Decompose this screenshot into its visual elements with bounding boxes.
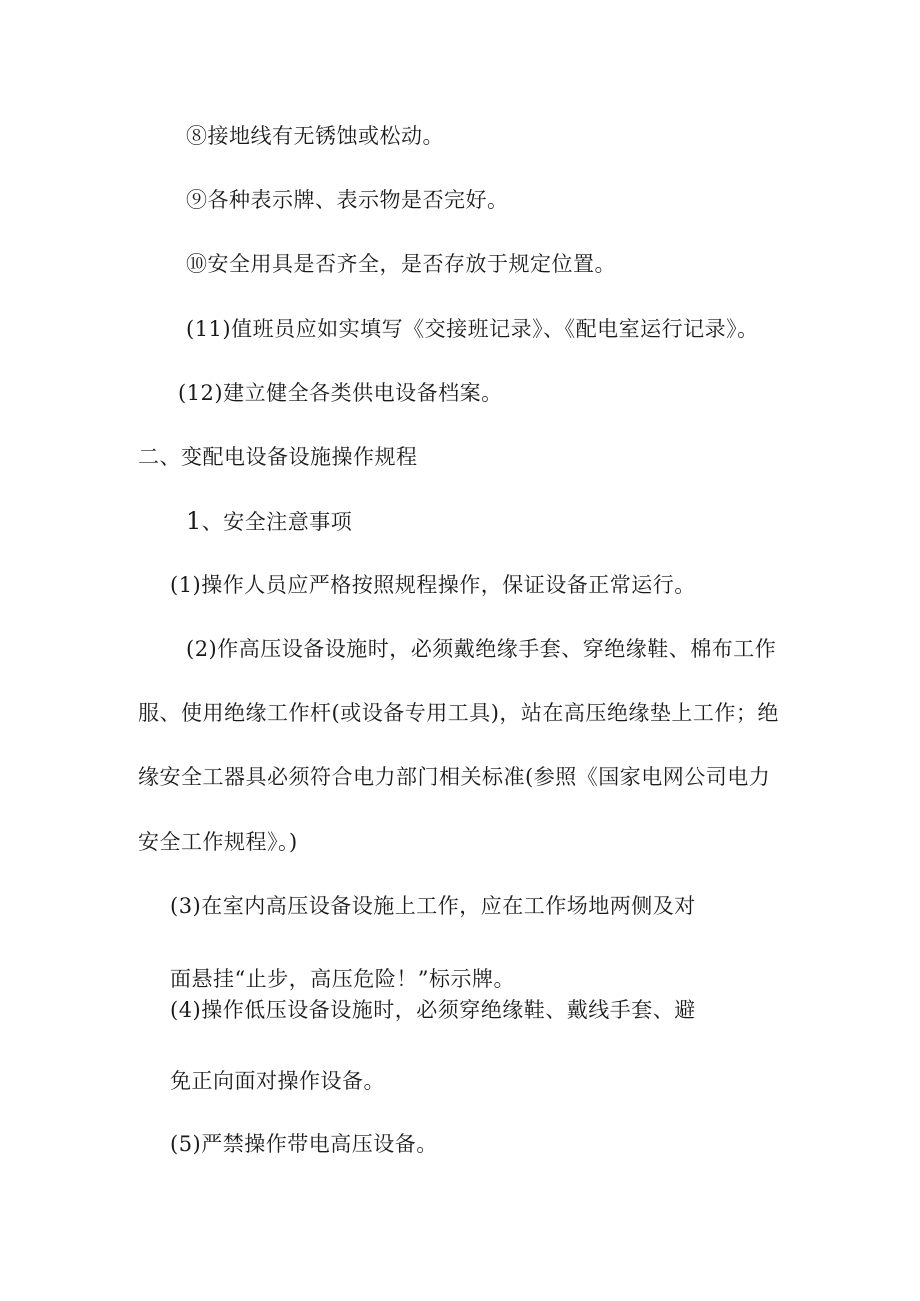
- text-line-rule-2-part-2: 服、使用绝缘工作杆(或设备专用工具)，站在高压绝缘垫上工作；绝: [138, 701, 779, 725]
- text-line-item-9: ⑨各种表示牌、表示物是否完好。: [186, 188, 509, 212]
- text-line-rule-2-part-1: (2)作高压设备设施时，必须戴绝缘手套、穿绝缘鞋、棉布工作: [186, 637, 777, 661]
- text-line-item-8: ⑧接地线有无锈蚀或松动。: [186, 124, 444, 148]
- text-line-item-11: (11)值班员应如实填写《交接班记录》、《配电室运行记录》。: [186, 317, 759, 341]
- text-line-rule-5: (5)严禁操作带电高压设备。: [170, 1132, 438, 1156]
- section-heading: 二、变配电设备设施操作规程: [138, 445, 418, 469]
- text-line-rule-4-part-2: 免正向面对操作设备。: [170, 1069, 385, 1093]
- subsection-number: 1: [186, 507, 202, 535]
- text-line-rule-3-part-2: 面悬挂“止步，高压危险！”标示牌。: [170, 967, 515, 991]
- text-line-rule-2-part-4: 安全工作规程》。): [138, 830, 298, 854]
- text-line-rule-4-part-1: (4)操作低压设备设施时，必须穿绝缘鞋、戴线手套、避: [170, 998, 696, 1022]
- text-line-rule-2-part-3: 缘安全工器具必须符合电力部门相关标准(参照《国家电网公司电力: [138, 765, 771, 789]
- text-line-item-10: ⑩安全用具是否齐全，是否存放于规定位置。: [186, 252, 616, 276]
- subsection-heading: [186, 507, 352, 536]
- text-line-rule-3-part-1: (3)在室内高压设备设施上工作，应在工作场地两侧及对: [170, 894, 696, 918]
- subsection-title: 、安全注意事项: [201, 510, 353, 534]
- text-line-item-12: (12)建立健全各类供电设备档案。: [178, 381, 503, 405]
- text-line-rule-1: (1)操作人员应严格按照规程操作，保证设备正常运行。: [170, 573, 696, 597]
